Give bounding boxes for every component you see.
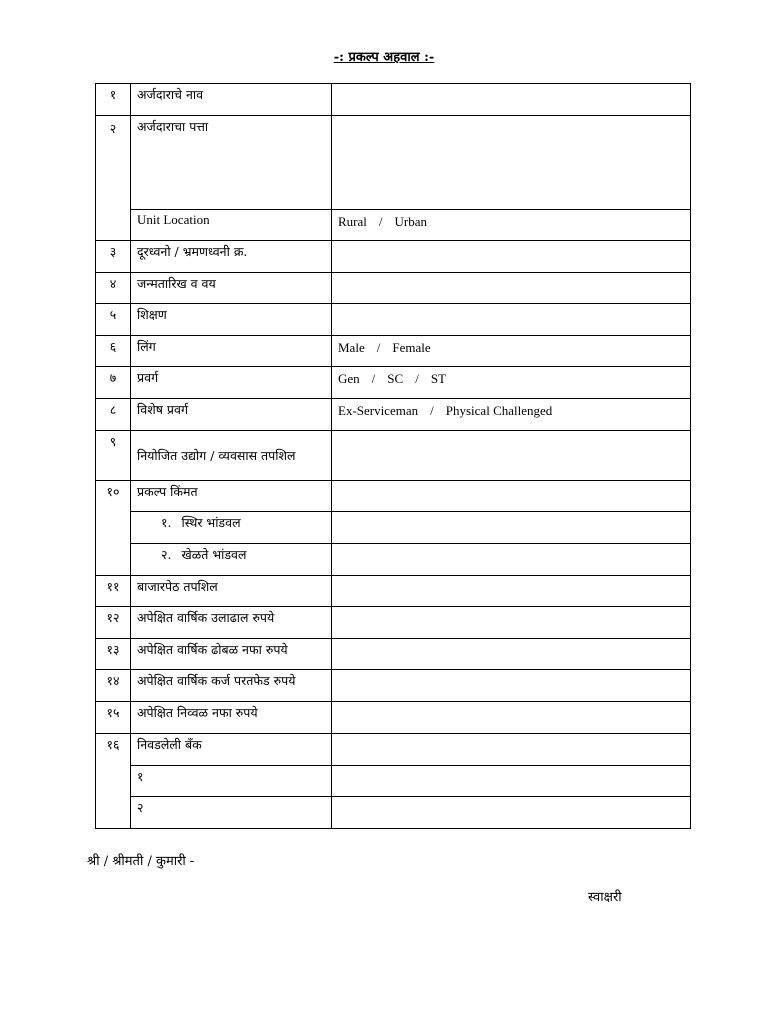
- table-row: [96, 670, 691, 702]
- net-profit-field[interactable]: [332, 702, 691, 734]
- row-label-loan-repayment: अपेक्षित वार्षिक कर्ज परतफेड रुपये: [131, 670, 332, 702]
- table-row: [96, 702, 691, 734]
- row-label-bank-1: १: [131, 766, 332, 797]
- separator: /: [378, 214, 383, 229]
- market-details-field[interactable]: [332, 576, 691, 607]
- option-gen[interactable]: Gen: [338, 371, 360, 386]
- table-row: [96, 273, 691, 304]
- row-label-project-cost: प्रकल्प किंमत: [131, 481, 332, 512]
- table-row: [96, 576, 691, 607]
- planned-business-field[interactable]: [332, 431, 691, 481]
- signature-label: स्वाक्षरी: [588, 890, 622, 905]
- table-row: [96, 241, 691, 273]
- annual-turnover-field[interactable]: [332, 607, 691, 639]
- row-number: १३: [96, 639, 131, 670]
- table-row: [96, 607, 691, 639]
- row-label-applicant-name: अर्जदाराचे नाव: [131, 84, 332, 116]
- row-number: ७: [96, 367, 131, 399]
- applicant-address-field[interactable]: [332, 116, 691, 210]
- table-row: [96, 734, 691, 766]
- row-number: १२: [96, 607, 131, 639]
- table-row: [96, 431, 691, 481]
- row-number: १: [96, 84, 131, 116]
- row-number: ६: [96, 336, 131, 367]
- row-label-bank-2: २: [131, 797, 332, 829]
- row-label-category: प्रवर्ग: [131, 367, 332, 399]
- dob-age-field[interactable]: [332, 273, 691, 304]
- row-label-annual-turnover: अपेक्षित वार्षिक उलाढाल रुपये: [131, 607, 332, 639]
- row-number: ९: [96, 431, 131, 481]
- row-number: ११: [96, 576, 131, 607]
- applicant-name-field[interactable]: [332, 84, 691, 116]
- option-sc[interactable]: SC: [387, 371, 404, 386]
- row-label-net-profit: अपेक्षित निव्वळ नफा रुपये: [131, 702, 332, 734]
- category-options[interactable]: [332, 367, 691, 399]
- bank-1-field[interactable]: [332, 766, 691, 797]
- unit-location-options[interactable]: [332, 210, 691, 241]
- row-label-applicant-address: अर्जदाराचा पत्ता: [131, 116, 332, 210]
- option-female[interactable]: Female: [392, 340, 431, 355]
- phone-field[interactable]: [332, 241, 691, 273]
- row-number: ८: [96, 399, 131, 431]
- table-row: [96, 116, 691, 210]
- option-urban[interactable]: Urban: [394, 214, 428, 229]
- gross-profit-field[interactable]: [332, 639, 691, 670]
- table-row: [96, 639, 691, 670]
- fixed-capital-field[interactable]: [332, 512, 691, 544]
- gender-options[interactable]: [332, 336, 691, 367]
- row-label-phone: दूरध्वनो / भ्रमणध्वनी क्र.: [131, 241, 332, 273]
- row-label-special-category: विशेष प्रवर्ग: [131, 399, 332, 431]
- separator: /: [376, 340, 381, 355]
- row-label-gross-profit: अपेक्षित वार्षिक ढोबळ नफा रुपये: [131, 639, 332, 670]
- row-number: ५: [96, 304, 131, 336]
- row-label-education: शिक्षण: [131, 304, 332, 336]
- row-number: १६: [96, 734, 131, 829]
- table-row: [96, 797, 691, 829]
- education-field[interactable]: [332, 304, 691, 336]
- table-row: [96, 512, 691, 544]
- row-label-planned-business: नियोजित उद्योग / व्यवसास तपशिल: [131, 431, 332, 481]
- row-number: १०: [96, 481, 131, 576]
- table-row: [96, 766, 691, 797]
- row-label-market-details: बाजारपेठ तपशिल: [131, 576, 332, 607]
- row-number: २: [96, 116, 131, 241]
- option-st[interactable]: ST: [430, 371, 446, 386]
- row-label-gender: लिंग: [131, 336, 332, 367]
- row-number: १४: [96, 670, 131, 702]
- table-row: [96, 336, 691, 367]
- table-row: [96, 210, 691, 241]
- row-number: १५: [96, 702, 131, 734]
- special-category-options[interactable]: [332, 399, 691, 431]
- option-ex-serviceman[interactable]: Ex-Serviceman: [338, 403, 419, 418]
- selected-bank-field[interactable]: [332, 734, 691, 766]
- row-number: ३: [96, 241, 131, 273]
- row-label-fixed-capital: १. स्थिर भांडवल: [131, 512, 332, 544]
- working-capital-field[interactable]: [332, 544, 691, 576]
- table-row: [96, 544, 691, 576]
- separator: /: [430, 403, 434, 418]
- table-row: [96, 367, 691, 399]
- table-row: [96, 399, 691, 431]
- row-label-dob-age: जन्मतारिख व वय: [131, 273, 332, 304]
- option-rural[interactable]: Rural: [338, 214, 367, 229]
- project-report-table: [95, 83, 691, 829]
- row-label-working-capital: २. खेळते भांडवल: [131, 544, 332, 576]
- row-number: ४: [96, 273, 131, 304]
- option-physical-challenged[interactable]: Physical Challenged: [445, 403, 553, 418]
- table-row: [96, 304, 691, 336]
- row-label-unit-location: Unit Location: [131, 210, 332, 241]
- bank-2-field[interactable]: [332, 797, 691, 829]
- applicant-name-prefix: श्री / श्रीमती / कुमारी -: [87, 854, 195, 869]
- project-cost-field[interactable]: [332, 481, 691, 512]
- separator: /: [415, 371, 419, 386]
- loan-repayment-field[interactable]: [332, 670, 691, 702]
- table-row: [96, 481, 691, 512]
- document-title: -: प्रकल्प अहवाल :-: [333, 50, 435, 65]
- row-label-selected-bank: निवडलेली बँक: [131, 734, 332, 766]
- table-row: [96, 84, 691, 116]
- option-male[interactable]: Male: [338, 340, 365, 355]
- separator: /: [371, 371, 376, 386]
